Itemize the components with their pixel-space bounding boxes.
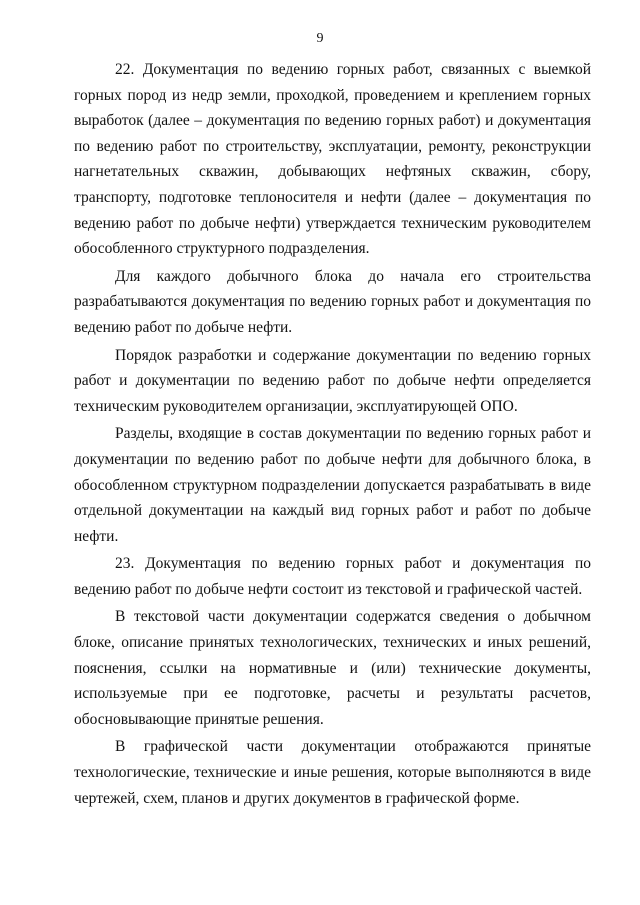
- paragraph-graphic-part: В графической части документации отображаются принятые технологические, технические и иные решения, которые выполняются в виде чертежей, схем, планов и других документов в графической форме.: [74, 738, 591, 807]
- paragraph-23-composition: 23. Документация по ведению горных работ и документация по ведению работ по добыче нефти состоит из текстовой и графической частей.: [74, 555, 591, 598]
- document-body: [74, 57, 591, 811]
- paragraph-block-development: Для каждого добычного блока до начала его строительства разрабатываются документация по ведению горных работ и документация по ведению работ по добыче нефти.: [74, 267, 591, 336]
- paragraph-text-part: В текстовой части документации содержатся сведения о добычном блоке, описание принятых технологических, технических и иных решений, пояснения, ссылки на нормативные и (или) технические документы, используемые при ее подготовке, расчеты и результаты расчетов, обосновывающие принятые решения.: [74, 608, 591, 728]
- paragraph-22-approval: 22. Документация по ведению горных работ, связанных с выемкой горных пород из недр земли, проходкой, проведением и креплением горных выработок (далее – документация по ведению горных работ) и документация по ведению работ по строительству, эксплуатации, ремонту, реконструкции нагнетательных скважин, добывающих нефтяных скважин, сбору, транспорту, подготовке теплоносителя и нефти (далее – документация по ведению работ по добыче нефти) утверждается техническим руководителем обособленного структурного подразделения.: [74, 61, 591, 258]
- page-number: 9: [316, 31, 324, 46]
- paragraph-sections: Разделы, входящие в состав документации по ведению горных работ и документации по ведению работ по добыче нефти для добычного блока, в обособленном структурном подразделении допускается разрабатывать в виде отдельной документации на каждый вид горных работ и работ по добыче нефти.: [74, 425, 591, 545]
- paragraph-procedure: Порядок разработки и содержание документации по ведению горных работ и документации по ведению работ по добыче нефти определяется техническим руководителем организации, эксплуатирующей ОПО.: [74, 346, 591, 415]
